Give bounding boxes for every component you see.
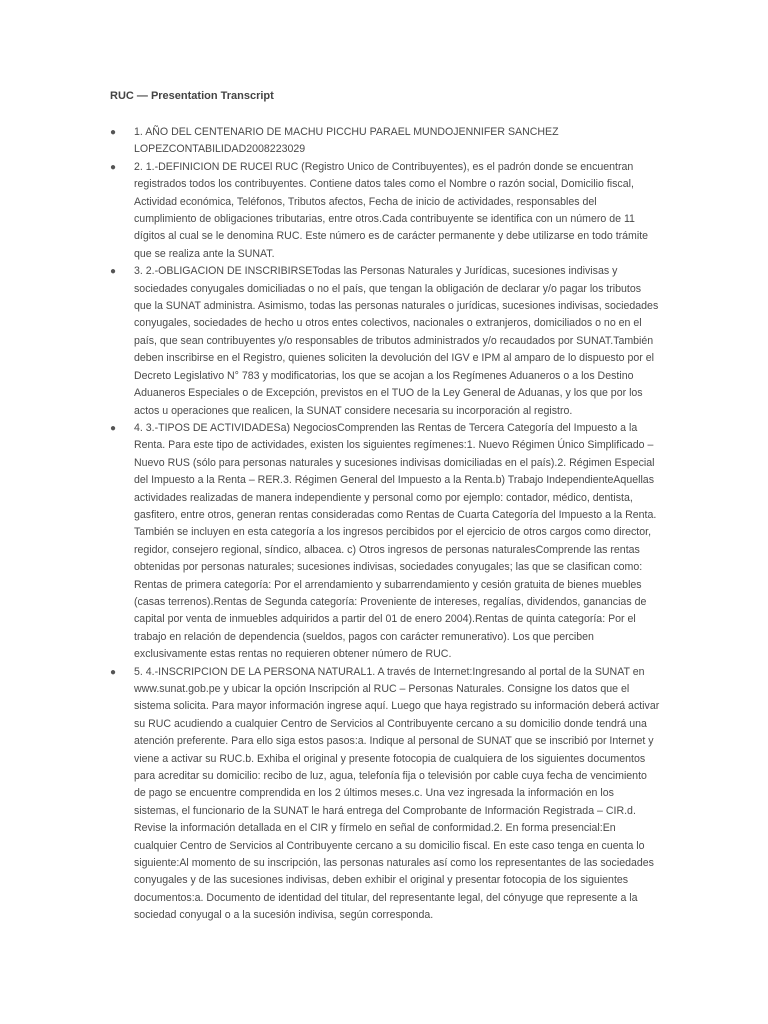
list-item bbox=[110, 124, 660, 159]
bullet-icon: ● bbox=[110, 422, 117, 434]
bullet-icon: ● bbox=[110, 127, 117, 138]
page-title: RUC — Presentation Transcript bbox=[110, 90, 274, 102]
list-item-text: 4. 3.-TIPOS DE ACTIVIDADESa) NegociosComprenden las Rentas de Tercera Categoría del Impuesto a la Renta. Para este tipo de actividades, existen los siguientes regímenes:1. Nuevo Régimen Único Simplificado – Nuevo RUS (sólo para personas naturales y sucesiones indivisas domiciliadas en el país).2. Régimen Especial del Impuesto a la Renta – RER.3. Régimen General del Impuesto a la Renta.b) Trabajo IndependienteAquellas actividades realizadas de manera independiente y personal como por ejemplo: contador, médico, dentista, gasfitero, entre otros, generan rentas consideradas como Rentas de Cuarta Categoría del Impuesto a la Renta. También se incluyen en esta categoría a los ingresos percibidos por el ejercicio de otros cargos como director, regidor, consejero regional, síndico, albacea. c) Otros ingresos de personas naturalesComprende las rentas obtenidas por personas naturales; sucesiones indivisas, sociedades conyugales; las que se clasifican como: Rentas de primera categoría: Por el arrendamiento y subarrendamiento y cesión gratuita de bienes muebles (casas terrenos).Rentas de Segunda categoría: Proveniente de intereses, regalías, dividendos, ganancias de capital por venta de inmuebles adquiridos a partir del 01 de enero 2004).Rentas de quinta categoría: Por el trabajo en relación de dependencia (sueldos, pagos con carácter remunerativo). Los que perciben exclusivamente estas rentas no requieren obtener número de RUC. bbox=[134, 421, 657, 661]
list-item-text: 5. 4.-INSCRIPCION DE LA PERSONA NATURAL1. A través de Internet:Ingresando al portal de la SUNAT en www.sunat.gob.pe y ubicar la opción Inscripción al RUC – Personas Naturales. Consigne los datos que el sistema solicita. Para mayor información ingrese aquí. Luego que haya registrado su información deberá activar su RUC acudiendo a cualquier Centro de Servicios al Contribuyente cercano a su domicilio donde tendrá una atención preferente. Para ello siga estos pasos:a. Indique al personal de SUNAT que se inscribió por Internet y viene a activar su RUC.b. Exhiba el original y presente fotocopia de cualquiera de los siguientes documentos para acreditar su domicilio: recibo de luz, agua, telefonía fija o televisión por cable cuya fecha de vencimiento de pago se encuentre comprendida en los 2 últimos meses.c. Una vez ingresada la información en los sistemas, el funcionario de la SUNAT le hará entrega del Comprobante de Información Registrada – CIR.d. Revise la información detallada en el CIR y fírmelo en señal de conformidad.2. En forma presencial:En cualquier Centro de Servicios al Contribuyente cercano a su domicilio fiscal. En este caso tenga en cuenta lo siguiente:Al momento de su inscripción, las personas naturales así como los representantes de las sociedades conyugales y de las sucesiones indivisas, deben exhibir el original y presentar fotocopia de los siguientes documentos:a. Documento de identidad del titular, del representante legal, del cónyuge que represente a la sociedad conyugal o a la sucesión indivisa, según corresponda. bbox=[134, 665, 660, 922]
list-item-text: 3. 2.-OBLIGACION DE INSCRIBIRSETodas las Personas Naturales y Jurídicas, sucesiones indivisas y sociedades conyugales domiciliadas o no el país, que tengan la obligación de declarar y/o pagar los tributos que la SUNAT administra. Asimismo, todas las personas naturales o jurídicas, sucesiones indivisas, sociedades conyugales, sociedades de hecho u otros entes colectivos, nacionales o extranjeros, domiciliados o no en el país, que sean contribuyentes y/o responsables de tributos administrados y/o recaudados por SUNAT.También deben inscribirse en el Registro, quienes soliciten la devolución del IGV e IPM al amparo de lo dispuesto por el Decreto Legislativo N° 783 y modificatorias, los que se acojan a los Regímenes Aduaneros o a los Destino Aduaneros Especiales o de Excepción, previstos en el TUO de la Ley General de Aduanas, y los que por los actos u operaciones que realicen, la SUNAT considere necesaria su incorporación al registro. bbox=[134, 265, 659, 417]
bullet-icon: ● bbox=[110, 266, 117, 278]
transcript-list bbox=[110, 124, 660, 925]
list-item bbox=[110, 420, 660, 664]
bullet-icon: ● bbox=[110, 161, 117, 173]
list-item bbox=[110, 159, 660, 263]
bullet-icon: ● bbox=[110, 666, 117, 678]
list-item bbox=[110, 263, 660, 420]
list-item-text: 1. AÑO DEL CENTENARIO DE MACHU PICCHU PARAEL MUNDOJENNIFER SANCHEZ LOPEZCONTABILIDAD2008223029 bbox=[134, 126, 559, 156]
list-item bbox=[110, 664, 660, 925]
list-item-text: 2. 1.-DEFINICION DE RUCEl RUC (Registro Unico de Contribuyentes), es el padrón donde se encuentran registrados todos los contribuyentes. Contiene datos tales como el Nombre o razón social, Domicilio fiscal, Actividad económica, Teléfonos, Tributos afectos, Fecha de inicio de actividades, responsables del cumplimiento de obligaciones tributarias, entre otros.Cada contribuyente se identifica con un número de 11 dígitos al cual se le denomina RUC. Este número es de carácter permanente y debe utilizarse en todo trámite que se realiza ante la SUNAT. bbox=[134, 160, 649, 260]
